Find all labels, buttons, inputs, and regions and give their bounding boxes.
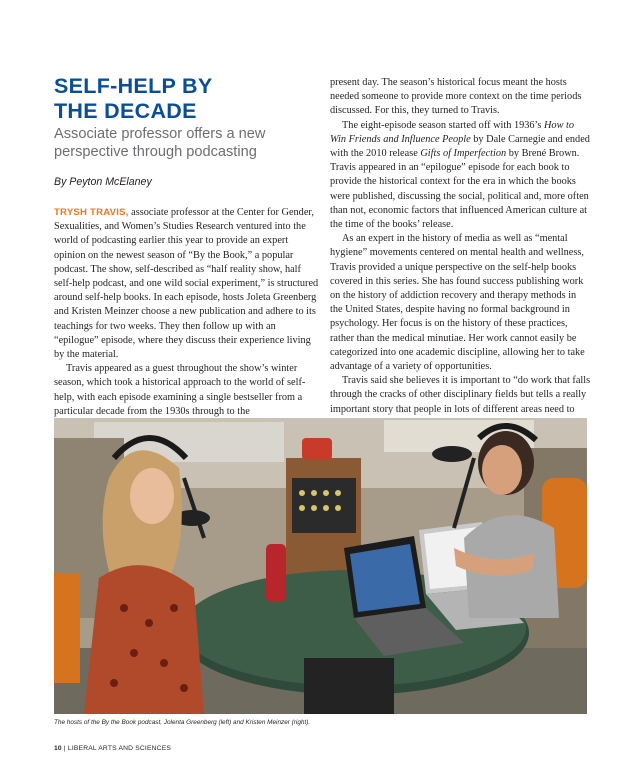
paragraph-1-text: associate professor at the Center for Gender, Sexualities, and Women’s Studies Research ventured into the world of podcasting earlier this year to provide an expert opinion on the newest season of “By the Book,” a popular podcast. The show, self-described as “half reality show, half self-help podcast, and one wild social experiment,” is structured around self-help books. In each episode, hosts Joleta Greenberg and Kristen Meinzer choose a new publication and adhere to its teachings for two weeks. They then follow up with an “epilogue” episode, where they discuss their experience living by the material. — [54, 207, 319, 361]
byline: By Peyton McElaney — [54, 176, 152, 188]
paragraph-5: As an expert in the history of media as well as “mental hygiene” movements centered on mental health and wellness, Travis provided a unique perspective on the self-help books covered in this series. She has found success publishing work on the history of addiction recovery and therapy methods in the United States, despite having no formal background in psychology. Her focus is on the history of these practices, rather than the medical minutiae. Her work cannot easily be categorized into one academic discipline, allowing her to take advantage of a variety of opportunities. — [330, 233, 585, 373]
right-column — [330, 76, 591, 431]
page-footer — [54, 745, 171, 752]
paragraph-2: Travis appeared as a guest throughout the show’s winter season, which took a historical approach to the world of self-help, with each episode examining a single bestseller from a particular decade from the 1930s through to the — [54, 363, 306, 417]
paragraph-6: Travis said she believes it is important to “do work that falls through the cracks of other disciplinary fields but tells a really important story that people in lots of different areas need to — [330, 375, 591, 415]
article-title — [54, 74, 314, 124]
photo-caption — [54, 719, 310, 726]
title-line-1: SELF-HELP BY — [54, 74, 213, 98]
paragraph-4-part-c: by Brené Brown. Travis appeared in an “epilogue” episode for each book to provide the historical context for the era in which the books were published, discussing the social, political and, more often than not, economic factors that influenced American culture at the time of the books’ release. — [330, 148, 589, 231]
caption-part-a: The hosts of the — [54, 719, 102, 726]
paragraph-1 — [54, 206, 320, 362]
paragraph-4 — [330, 119, 591, 233]
page-number: 10 — [54, 745, 62, 752]
section-name: LIBERAL ARTS AND SCIENCES — [67, 745, 172, 752]
footer-separator: | — [61, 745, 68, 752]
book-title-brown: Gifts of Imperfection — [420, 148, 507, 160]
left-column — [54, 206, 320, 419]
paragraph-4-part-b: by Dale Carnegie and ended with the 2010 release — [330, 133, 590, 160]
lead-name: TRYSH TRAVIS, — [54, 207, 129, 218]
paragraph-4-part-a: The eight-episode season started off with 1936’s — [342, 119, 544, 131]
book-title-carnegie: How to Win Friends and Influence People — [330, 119, 575, 145]
paragraph-3: present day. The season’s historical focus meant the hosts needed someone to provide more context on the time periods discussed. For this, they turned to Travis. — [330, 77, 582, 117]
title-line-2: THE DECADE — [54, 99, 197, 123]
caption-part-b: podcast, Jolenta Greenberg (left) and Kristen Meinzer (right). — [136, 719, 311, 726]
podcast-hosts-photo — [54, 418, 587, 714]
studio-illustration — [54, 418, 587, 714]
caption-show-name: By the Book — [101, 719, 137, 726]
article-subtitle: Associate professor offers a new perspective through podcasting — [54, 126, 266, 160]
